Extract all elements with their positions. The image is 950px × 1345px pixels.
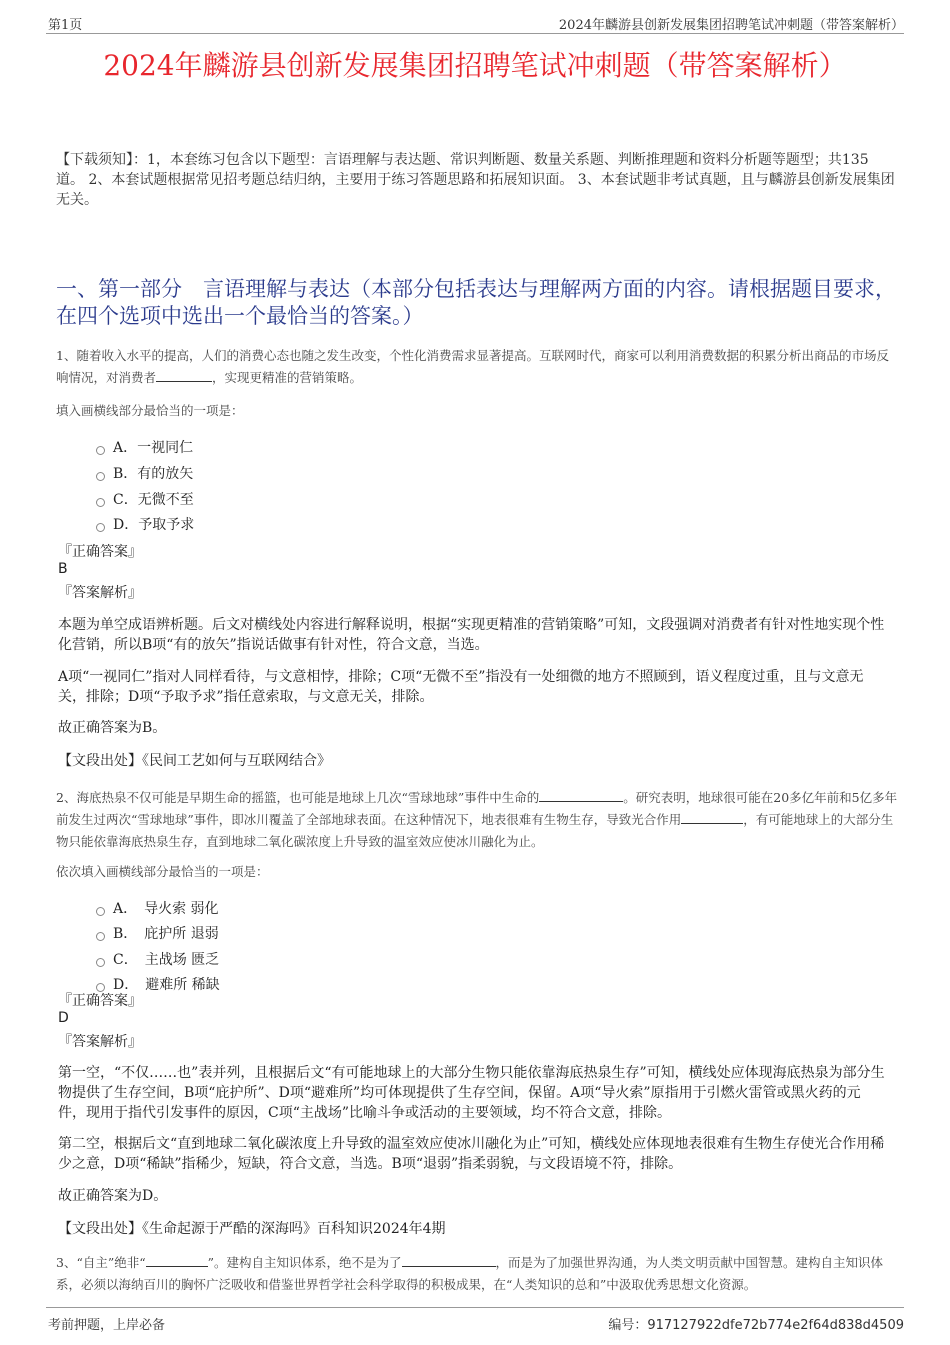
question-2-analysis-p2: 第二空，根据后文“直到地球二氧化碳浓度上升导致的温室效应使冰川融化为止”可知，横线处应体现地表很难有生物生存使光合作用稀少之意，D项“稀缺”指稀少，短缺，符合文意，当选。B项“退弱”指柔弱貌，与文段语境不符，排除。 (58, 1136, 885, 1172)
question-2-option-c[interactable]: C． 主战场 匮乏 (96, 949, 219, 969)
question-1-answer: B (58, 561, 68, 577)
question-1-source: 【文段出处】《民间工艺如何与互联网结合》 (58, 753, 331, 769)
header-divider (46, 33, 904, 34)
answer-blank (146, 1254, 208, 1267)
question-1-option-b[interactable]: B．有的放矢 (96, 463, 193, 483)
download-notice: 【下载须知】：1，本套练习包含以下题型：言语理解与表达题、常识判断题、数量关系题、判断推理题和资料分析题等题型；共135道。 2、本套试题根据常见招考题总结归纳，主要用于练习答题思路和拓展知识面。 3、本套试题非考试真题，且与麟游县创新发展集团无关。 (56, 152, 895, 208)
question-2-option-d[interactable]: D． 避难所 稀缺 (96, 974, 220, 994)
question-1-prompt: 填入画横线部分最恰当的一项是： (56, 403, 244, 418)
question-1-option-d[interactable]: D．予取予求 (96, 514, 194, 534)
footer-code: 编号：917127922dfe72b774e2f64d838d4509 (608, 1318, 904, 1333)
header-doc-title: 2024年麟游县创新发展集团招聘笔试冲刺题（带答案解析） (558, 18, 904, 33)
question-2-prompt: 依次填入画横线部分最恰当的一项是： (56, 864, 269, 879)
question-2-analysis-label: 『答案解析』 (58, 1034, 142, 1050)
section-heading: 一、第一部分 言语理解与表达（本部分包括表达与理解两方面的内容。请根据题目要求，在四个选项中选出一个最恰当的答案。） (56, 277, 896, 328)
radio-icon[interactable] (96, 907, 105, 916)
footer-divider (46, 1307, 904, 1308)
answer-blank (681, 811, 743, 824)
answer-blank (539, 789, 623, 802)
question-2-option-b[interactable]: B． 庇护所 退弱 (96, 923, 219, 943)
question-2-option-a[interactable]: A． 导火索 弱化 (96, 898, 219, 918)
question-1-analysis-label: 『答案解析』 (58, 585, 142, 601)
question-1-option-a[interactable]: A．一视同仁 (96, 437, 193, 457)
question-2-analysis-p3: 故正确答案为D。 (58, 1188, 168, 1204)
question-3-text: 3、“自主”绝非“ ”。建构自主知识体系，绝不是为了 ，而是为了加强世界沟通，为人类文明贡献中国智慧。建构自主知识体系，必须以海纳百川的胸怀广泛吸收和借鉴世界哲学社会科学取得的积极成果，在“人类知识的总和”中汲取优秀思想文化资源。 (56, 1255, 884, 1292)
question-1-analysis-p3: 故正确答案为B。 (58, 720, 167, 736)
answer-blank (402, 1254, 496, 1267)
question-2-answer-label: 『正确答案』 (58, 993, 142, 1009)
question-2-analysis-p1: 第一空，“不仅……也”表并列，且根据后文“有可能地球上的大部分生物只能依靠海底热泉生存”可知，横线处应体现海底热泉为部分生物提供了生存空间，B项“庇护所”、D项“避难所”均可体现提供了生存空间，保留。A项“导火索”原指用于引燃火雷管或黑火药的元件，现用于指代引发事件的原因，C项“主战场”比喻斗争或活动的主要领域，均不符合文意，排除。 (58, 1065, 885, 1121)
radio-icon[interactable] (96, 932, 105, 941)
document-title: 2024年麟游县创新发展集团招聘笔试冲刺题（带答案解析） (103, 49, 847, 82)
question-1-option-c[interactable]: C．无微不至 (96, 489, 194, 509)
page-number: 第1页 (48, 18, 83, 33)
footer-slogan: 考前押题，上岸必备 (48, 1318, 166, 1333)
radio-icon[interactable] (96, 523, 105, 532)
question-2-text: 2、海底热泉不仅可能是早期生命的摇篮，也可能是地球上几次“雪球地球”事件中生命的 。研究表明，地球很可能在20多亿年前和5亿多年前发生过两次“雪球地球”事件，即冰川覆盖了全部地球表面。在这种情况下，地表很难有生物生存，导致光合作用 ，有可能地球上的大部分生物只能依靠海底热泉生存，直到地球二氧化碳浓度上升导致的温室效应使冰川融化为止。 (56, 790, 898, 849)
answer-blank (156, 369, 212, 382)
question-1-text: 1、随着收入水平的提高，人们的消费心态也随之发生改变，个性化消费需求显著提高。互联网时代，商家可以利用消费数据的积累分析出商品的市场反响情况，对消费者 ，实现更精准的营销策略。 (56, 348, 889, 385)
question-1-analysis-p2: A项“一视同仁”指对人同样看待，与文意相悖，排除；C项“无微不至”指没有一处细微的地方不照顾到，语义程度过重，且与文意无关，排除；D项“予取予求”指任意索取，与文意无关，排除。 (58, 669, 864, 705)
radio-icon[interactable] (96, 472, 105, 481)
radio-icon[interactable] (96, 958, 105, 967)
radio-icon[interactable] (96, 498, 105, 507)
question-2-source: 【文段出处】《生命起源于严酷的深海吗》百科知识2024年4期 (58, 1221, 446, 1237)
question-1-analysis-p1: 本题为单空成语辨析题。后文对横线处内容进行解释说明，根据“实现更精准的营销策略”可知，文段强调对消费者有针对性地实现个性化营销，所以B项“有的放矢”指说话做事有针对性，符合文意，当选。 (58, 617, 885, 653)
radio-icon[interactable] (96, 446, 105, 455)
question-2-answer: D (58, 1010, 69, 1026)
question-1-answer-label: 『正确答案』 (58, 544, 142, 560)
